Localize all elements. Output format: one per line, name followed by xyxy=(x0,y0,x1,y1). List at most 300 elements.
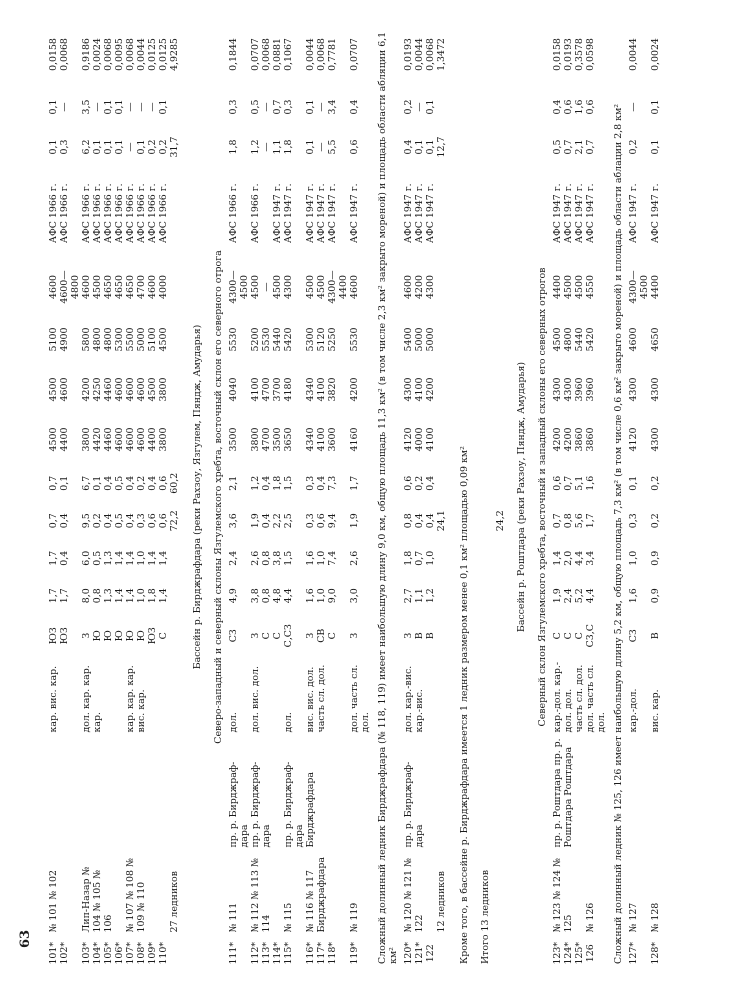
table-cell: 1,4 2,0 4,4 xyxy=(552,550,585,566)
table-cell xyxy=(495,615,510,658)
table-cell: 12,7 xyxy=(436,136,447,158)
table-cell: 0,1067 xyxy=(283,38,294,71)
table-cell: 27 ледников xyxy=(169,871,180,933)
table-cell: 4340 4100 3600 xyxy=(305,427,338,452)
table-cell: дол. вис. дол. xyxy=(250,666,261,733)
table-cell: 0,1 — 3,4 xyxy=(305,99,338,115)
table-cell: 4400 xyxy=(650,275,661,299)
table-cell: кар. вис. кар. xyxy=(48,665,59,733)
table-cell xyxy=(495,540,510,578)
table-cell: вис. кар. xyxy=(650,689,661,733)
table-cell: АФС 1947 г. xyxy=(585,183,596,244)
table-row xyxy=(403,22,436,972)
table-cell: 0,9186 0,0024 0,0068 0,0095 xyxy=(81,38,125,71)
table-cell: 0,2 xyxy=(650,475,661,491)
note-text: Сложный долинный ледник № 125, 126 имеет наибольшую длину 5,2 км, общую площадь 7,3 км² (в том числе 0,6 км² закрыто мореной) и площадь области аблации 2,8 км² xyxy=(613,103,624,964)
table-cell: кар.-дол. кар.-дол. дол. часть сл. дол. xyxy=(552,661,585,733)
table-cell: пр. р. Роштдара пр. р. Роштдара Роштдара xyxy=(552,738,574,848)
table-cell: дол. кар. кар. кар. xyxy=(81,665,103,733)
glacier-table xyxy=(48,22,661,972)
table-cell: 0,0707 0,0068 0,0881 xyxy=(250,38,283,71)
table-cell: 4160 xyxy=(349,427,360,452)
note-text: Итого 13 ледников xyxy=(480,869,491,964)
table-cell: 3650 xyxy=(283,427,294,452)
table-cell: 120* 121* 122 xyxy=(403,941,436,965)
note-row xyxy=(607,22,628,972)
table-cell: 4500 4800 5440 xyxy=(552,327,585,352)
table-cell xyxy=(495,167,510,260)
note-row xyxy=(474,22,495,972)
table-row xyxy=(349,22,371,972)
table-cell: 1,5 xyxy=(283,475,294,491)
table-cell: 128* xyxy=(650,941,661,965)
note-text: Сложный долинный ледник Бирджрафдара (№ 118, 119) имеет наибольшую длину 9,0 км, общую площадь 11,3 км² (в том числе 2,3 км² закрыто мореной) и площадь области абляции 6,1 км² xyxy=(377,31,399,964)
table-cell: 1,3472 xyxy=(436,38,447,71)
table-cell: 3500 xyxy=(228,427,239,452)
table-cell: 4340 4100 3820 xyxy=(305,377,338,402)
table-cell: 103* 104* 105* 106* xyxy=(81,941,125,965)
table-row xyxy=(650,22,661,972)
table-cell: 112* 113* 114* xyxy=(250,941,283,965)
table-cell: 1,2 — 1,1 xyxy=(250,139,283,155)
table-cell: 1,0 xyxy=(628,550,639,566)
table-cell: 1,7 0,4 xyxy=(48,550,70,566)
table-row xyxy=(305,22,349,972)
table-cell xyxy=(169,935,186,973)
table-cell: 0,3 xyxy=(283,99,294,115)
table-cell xyxy=(628,735,650,850)
table-cell: 0,4 xyxy=(349,99,360,115)
table-cell: 5200 5530 5440 xyxy=(250,327,283,352)
table-cell: 0,1 xyxy=(650,139,661,155)
table-cell: 4100 4700 3700 xyxy=(250,377,283,402)
table-cell xyxy=(436,615,453,658)
table-cell: 4300 xyxy=(650,377,661,402)
table-cell: 0,2 xyxy=(628,139,639,155)
table-cell xyxy=(436,657,453,735)
table-cell: 5100 4900 xyxy=(48,327,70,352)
table-cell: З В В xyxy=(403,632,436,640)
table-cell: 72,2 xyxy=(169,510,180,532)
table-cell: АФС 1966 г. АФС 1966 г. АФС 1966 г. АФС 1966 г. xyxy=(125,183,169,244)
table-cell xyxy=(169,260,186,315)
table-cell xyxy=(436,735,453,850)
table-cell: 4,4 xyxy=(585,588,596,604)
table-row xyxy=(585,22,607,972)
table-cell: 0,6 0,7 5,1 xyxy=(552,475,585,491)
table-cell xyxy=(169,735,186,850)
table-cell xyxy=(495,735,510,850)
table-cell: 5420 xyxy=(283,327,294,352)
table-cell xyxy=(495,260,510,315)
table-cell: 4300 4300 3960 xyxy=(552,377,585,402)
table-cell xyxy=(169,87,186,127)
table-cell: 3960 xyxy=(585,377,596,402)
table-cell: АФС 1947 г. xyxy=(650,183,661,244)
table-cell: 0,8 0,4 0,4 xyxy=(403,513,436,529)
table-cell: дол. xyxy=(228,712,239,733)
table-cell: № 111 xyxy=(228,902,239,933)
table-cell: 115* xyxy=(283,941,294,965)
table-cell xyxy=(169,577,186,615)
table-cell: 2,1 xyxy=(228,475,239,491)
table-row xyxy=(125,22,169,972)
table-cell: 0,2 xyxy=(650,513,661,529)
table-cell: 1,6 xyxy=(628,588,639,604)
table-row xyxy=(81,22,125,972)
table-cell: 0,4 0,1 0,1 xyxy=(403,139,436,155)
table-cell: 24,2 xyxy=(495,510,506,532)
table-cell: 1,7 xyxy=(349,475,360,491)
table-cell: 4300— 4500 xyxy=(628,270,650,304)
table-row xyxy=(250,22,283,972)
table-cell: 1,8 xyxy=(228,139,239,155)
table-cell xyxy=(495,465,510,503)
table-cell: дол. xyxy=(283,712,294,733)
table-cell: 126 xyxy=(585,944,596,963)
section-heading: Северо-западный и северный склоны Язгулемского хребта, восточный склон его северного отрога xyxy=(213,250,224,744)
table-cell: 60,2 xyxy=(169,472,180,494)
table-cell: З СВ С xyxy=(305,628,338,643)
table-cell xyxy=(169,167,186,260)
table-cell: дол. часть сл. дол. xyxy=(585,664,607,733)
table-cell: 4650 4700 4600 4000 xyxy=(125,275,169,299)
table-cell: 0,0193 0,0044 0,0068 xyxy=(403,38,436,71)
table-cell xyxy=(436,577,453,615)
section-heading: Бассейн р. Бирджрафдара (реки Рахзоу, Язгулем, Пяндж, Амударья) xyxy=(192,324,203,670)
table-cell xyxy=(169,657,186,735)
table-cell: 2,7 1,1 1,2 xyxy=(403,588,436,604)
table-cell: 111* xyxy=(228,941,239,965)
table-cell: 101* 102* xyxy=(48,941,70,965)
table-cell: 0,9 xyxy=(650,550,661,566)
table-cell: 4600 xyxy=(628,327,639,352)
table-cell xyxy=(169,315,186,365)
total-row xyxy=(436,22,453,972)
table-cell: 0,1 — xyxy=(48,99,70,115)
table-cell: 4300 xyxy=(283,275,294,299)
table-cell: № 115 xyxy=(283,902,294,933)
table-cell: 0,3 0,6 9,4 xyxy=(305,513,338,529)
table-cell: 116* 117* 118* xyxy=(305,941,338,965)
table-cell: 0,6 0,2 0,4 xyxy=(403,475,436,491)
table-cell: 3,0 xyxy=(349,588,360,604)
table-cell xyxy=(169,415,186,465)
table-cell xyxy=(436,87,453,127)
table-cell: пр. р. Бирджраф- дара xyxy=(403,761,425,848)
table-cell: № 116 № 117 Бирджрафдара xyxy=(305,857,327,933)
section-heading-row xyxy=(186,22,207,972)
table-cell: 1,2 0,4 1,8 xyxy=(250,475,283,491)
table-cell: 3,4 xyxy=(585,550,596,566)
page-number: 63 xyxy=(18,929,33,948)
table-cell: 4500 — 4500 xyxy=(250,275,283,299)
table-cell: 0,1844 xyxy=(228,38,239,71)
table-cell: СЗ xyxy=(228,629,239,643)
table-cell: 0,1 xyxy=(628,475,639,491)
table-cell xyxy=(495,657,510,735)
table-cell: Лип-Назар № 104 № 105 № 106 xyxy=(81,866,114,933)
table-cell: 3800 4700 3500 xyxy=(250,427,283,452)
table-cell: 0,7 xyxy=(585,139,596,155)
table-cell: № 123 № 124 № 125 xyxy=(552,858,574,933)
table-cell: 9,5 0,2 0,4 0,5 xyxy=(81,513,125,529)
table-cell xyxy=(495,22,510,87)
table-cell: 1,7 1,7 xyxy=(48,588,70,604)
table-cell xyxy=(650,735,661,850)
table-cell: 4200 4250 4460 4600 xyxy=(81,377,125,402)
table-cell xyxy=(585,735,607,850)
table-cell: № 128 xyxy=(650,902,661,933)
table-cell: 0,4 0,6 1,6 xyxy=(552,99,585,115)
table-cell: Ю Ю ЮЗ С xyxy=(125,627,169,645)
table-cell: 119* xyxy=(349,941,360,965)
table-cell: 0,0024 xyxy=(650,38,661,71)
table-cell: № 107 № 108 № 109 № 110 xyxy=(125,858,147,933)
table-cell: 3860 xyxy=(585,427,596,452)
table-cell: 0,5 0,7 2,1 xyxy=(552,139,585,155)
section-heading: Бассейн р. Роштдара (реки Рахзоу, Пяндж, Амударья) xyxy=(516,361,527,633)
table-cell: АФС 1966 г. АФС 1966 г. АФС 1966 г. АФС 1966 г. xyxy=(81,183,125,244)
table-row xyxy=(283,22,305,972)
table-cell: 4180 xyxy=(283,377,294,402)
table-cell: 4040 xyxy=(228,377,239,402)
table-cell: 4500 4600 xyxy=(48,377,70,402)
table-cell: 5530 xyxy=(228,327,239,352)
table-cell: 0,0044 xyxy=(628,38,639,71)
table-cell: — 0,1 0,2 0,2 xyxy=(125,139,169,155)
table-cell: 8,0 0,8 1,3 1,4 xyxy=(81,588,125,604)
table-cell: 0,5 — 0,7 xyxy=(250,99,283,115)
table-cell: С С С xyxy=(552,632,585,640)
table-cell: 4500 4500 4300— 4400 xyxy=(305,270,349,304)
table-cell: АФС 1966 г. xyxy=(228,183,239,244)
table-cell: 5400 5000 5000 xyxy=(403,327,436,352)
table-cell: 1,8 0,7 1,0 xyxy=(403,550,436,566)
table-cell: С,СЗ xyxy=(283,624,294,648)
table-cell: 0,9 xyxy=(650,588,661,604)
table-cell: 4,9 xyxy=(228,588,239,604)
table-cell: 6,0 0,5 1,3 1,4 xyxy=(81,550,125,566)
table-cell: 6,2 0,1 0,1 0,1 xyxy=(81,139,125,155)
table-cell xyxy=(495,577,510,615)
table-cell: АФС 1947 г. xyxy=(628,183,639,244)
table-cell: 0,3 xyxy=(228,99,239,115)
table-cell: 1,4 1,0 1,8 1,4 xyxy=(125,588,169,604)
table-cell xyxy=(495,315,510,365)
table-cell: 4300 xyxy=(628,377,639,402)
table-cell xyxy=(436,365,453,415)
table-cell: 5420 xyxy=(585,327,596,352)
table-cell: 0,0158 0,0068 xyxy=(48,38,70,71)
table-cell: 2,4 xyxy=(228,550,239,566)
note-row xyxy=(371,22,403,972)
table-cell: пр. р. Бирджраф- дара xyxy=(250,761,272,848)
table-cell xyxy=(125,735,169,850)
table-cell: 4120 xyxy=(628,427,639,452)
table-cell: В xyxy=(650,632,661,640)
table-cell: 0,0598 xyxy=(585,38,596,71)
table-cell: 4120 4000 4100 xyxy=(403,427,436,452)
table-cell: 4300— 4500 xyxy=(228,270,250,304)
section-heading: Северный склон Язгулемского хребта, восточный и западный склоны его северных отрогов xyxy=(537,267,548,727)
table-cell: 5300 5120 5250 xyxy=(305,327,338,352)
table-cell: № 126 xyxy=(585,902,596,933)
table-cell: 4600 4600— 4800 xyxy=(48,270,81,304)
table-cell: СЗ xyxy=(628,629,639,643)
total-row xyxy=(495,22,510,972)
table-cell: 4600 xyxy=(349,275,360,299)
table-cell: пр. р. Бирджраф- дара xyxy=(228,761,250,848)
table-cell: 107* 108* 109* 110* xyxy=(125,941,169,965)
table-cell: 4400 4500 4500 xyxy=(552,275,585,299)
table-cell: № 119 xyxy=(349,902,360,933)
table-cell: 4500 4400 xyxy=(48,427,70,452)
table-cell: АФС 1966 г. АФС 1947 г. xyxy=(250,183,283,244)
table-cell: 1,4 1,0 1,4 1,4 xyxy=(125,550,169,566)
table-cell: 0,7 0,4 xyxy=(48,513,70,529)
table-cell: 0,2 — 0,1 xyxy=(403,99,436,115)
table-cell: 4600 4600 4400 3800 xyxy=(125,427,169,452)
table-cell: — — — 0,1 xyxy=(125,99,169,115)
table-cell: кар.-дол. xyxy=(628,688,639,733)
table-cell xyxy=(48,735,81,850)
section-heading-row xyxy=(510,22,531,972)
table-cell: АФС 1947 г. АФС 1947 г. АФС 1947 г. xyxy=(403,183,436,244)
table-cell: 1,6 xyxy=(585,475,596,491)
table-cell: 0,1 — 5,5 xyxy=(305,139,338,155)
table-cell xyxy=(436,415,453,465)
table-row xyxy=(628,22,650,972)
table-cell: 0,1 xyxy=(650,99,661,115)
table-cell: 1,9 xyxy=(349,513,360,529)
table-cell: кар. кар. кар. вис. кар. xyxy=(125,665,147,733)
note-text: Кроме того, в бассейне р. Бирджрафдара имеется 1 ледник размером менее 0,1 км² площадью 0,09 км² xyxy=(459,446,470,964)
table-cell: вис. вис. дол. часть сл. дол. xyxy=(305,664,327,733)
table-cell: 6,7 0,1 0,4 0,5 xyxy=(81,475,125,491)
table-cell xyxy=(495,935,510,973)
table-cell: 3,5 — 0,1 0,1 xyxy=(81,99,125,115)
table-cell: 2,6 xyxy=(349,550,360,566)
table-cell xyxy=(495,850,510,935)
table-cell: 0,7 0,8 5,6 xyxy=(552,513,585,529)
table-cell: 0,6 xyxy=(585,99,596,115)
table-cell: 5530 xyxy=(349,327,360,352)
table-cell xyxy=(495,365,510,415)
table-cell xyxy=(169,540,186,578)
table-cell: З Ю Ю Ю xyxy=(81,630,125,642)
table-cell xyxy=(436,315,453,365)
table-row xyxy=(48,22,81,972)
table-cell: 5800 4800 4800 5300 xyxy=(81,327,125,352)
table-cell: 24,1 xyxy=(436,510,447,532)
table-cell: 0,0707 xyxy=(349,38,360,71)
table-cell: АФС 1966 г. АФС 1966 г. xyxy=(48,183,70,244)
table-cell: 4600 4600 4500 3800 xyxy=(125,377,169,402)
table-cell: 31,7 xyxy=(169,136,180,158)
table-cell: 2,5 xyxy=(283,513,294,529)
table-cell: 1,6 1,0 7,4 xyxy=(305,550,338,566)
table-cell: 127* xyxy=(628,941,639,965)
table-cell: дол. часть сл. дол. xyxy=(349,664,371,733)
table-cell: 12 ледников xyxy=(436,871,447,933)
table-cell: 1,9 0,4 2,2 xyxy=(250,513,283,529)
table-cell: дол. кар.-вис. кар.-вис. xyxy=(403,665,425,733)
table-cell: 3,8 0,8 4,8 xyxy=(250,588,283,604)
table-cell: АФС 1947 г. xyxy=(283,183,294,244)
table-cell: 0,0158 0,0193 0,3578 xyxy=(552,38,585,71)
table-cell: 4600 4200 4300 xyxy=(403,275,436,299)
table-cell: 4600 4500 4650 4650 xyxy=(81,275,125,299)
table-cell xyxy=(436,540,453,578)
table-cell: 2,6 0,8 3,8 xyxy=(250,550,283,566)
section-heading-row xyxy=(531,22,552,972)
table-cell: 123* 124* 125* xyxy=(552,941,585,965)
table-cell: № 112 № 113 № 114 xyxy=(250,858,272,933)
table-cell: пр. р. Бирджраф- дара xyxy=(283,761,305,848)
table-cell: 4300 4100 4200 xyxy=(403,377,436,402)
table-cell: 5500 5000 5100 4500 xyxy=(125,327,169,352)
table-cell xyxy=(436,935,453,973)
table-cell: — xyxy=(628,102,639,112)
table-cell: С3,С xyxy=(585,624,596,648)
table-cell xyxy=(495,415,510,465)
table-cell xyxy=(81,735,125,850)
table-cell xyxy=(436,465,453,503)
table-cell xyxy=(169,615,186,658)
table-cell: № 120 № 121 № 122 xyxy=(403,858,425,933)
table-cell: № 127 xyxy=(628,902,639,933)
table-cell: АФС 1947 г. АФС 1947 г. АФС 1947 г. xyxy=(305,183,338,244)
table-cell: 1,6 1,0 9,0 xyxy=(305,588,338,604)
table-row xyxy=(228,22,250,972)
table-cell: 0,3 0,4 7,3 xyxy=(305,475,338,491)
table-cell: АФС 1947 г. АФС 1947 г. АФС 1947 г. xyxy=(552,183,585,244)
table-cell: 1,5 xyxy=(283,550,294,566)
table-cell: 1,7 xyxy=(585,513,596,529)
table-cell: 0,3 xyxy=(628,513,639,529)
table-cell: 4,9285 xyxy=(169,38,180,71)
table-cell: З xyxy=(349,632,360,639)
table-cell xyxy=(436,260,453,315)
table-cell: 3,6 xyxy=(228,513,239,529)
table-cell: 1,9 2,4 5,2 xyxy=(552,588,585,604)
table-cell: 0,7 0,1 xyxy=(48,475,70,491)
table-cell: № 101 № 102 xyxy=(48,870,59,933)
table-cell xyxy=(436,167,453,260)
note-row xyxy=(453,22,474,972)
table-cell: 4,4 xyxy=(283,588,294,604)
table-cell: 4200 4200 3860 xyxy=(552,427,585,452)
glacier-table-body xyxy=(48,22,661,972)
table-cell: 4200 xyxy=(349,377,360,402)
table-cell xyxy=(349,735,371,850)
table-cell: 4300 xyxy=(650,427,661,452)
table-cell: 0,4 0,3 0,6 0,6 xyxy=(125,513,169,529)
table-cell: З С С xyxy=(250,632,283,640)
table-cell: Бирджрафдара xyxy=(305,772,316,848)
table-cell: 3800 4420 4460 4600 xyxy=(81,427,125,452)
table-cell xyxy=(495,127,510,167)
table-cell: 4650 xyxy=(650,327,661,352)
section-heading-row xyxy=(207,22,228,972)
table-cell: 0,0068 0,0044 0,0125 0,0125 xyxy=(125,38,169,71)
table-cell: 0,0044 0,0068 0,7781 xyxy=(305,38,338,71)
table-cell: 0,1 0,3 xyxy=(48,139,70,155)
table-cell: 4550 xyxy=(585,275,596,299)
table-cell xyxy=(495,87,510,127)
table-row xyxy=(552,22,585,972)
